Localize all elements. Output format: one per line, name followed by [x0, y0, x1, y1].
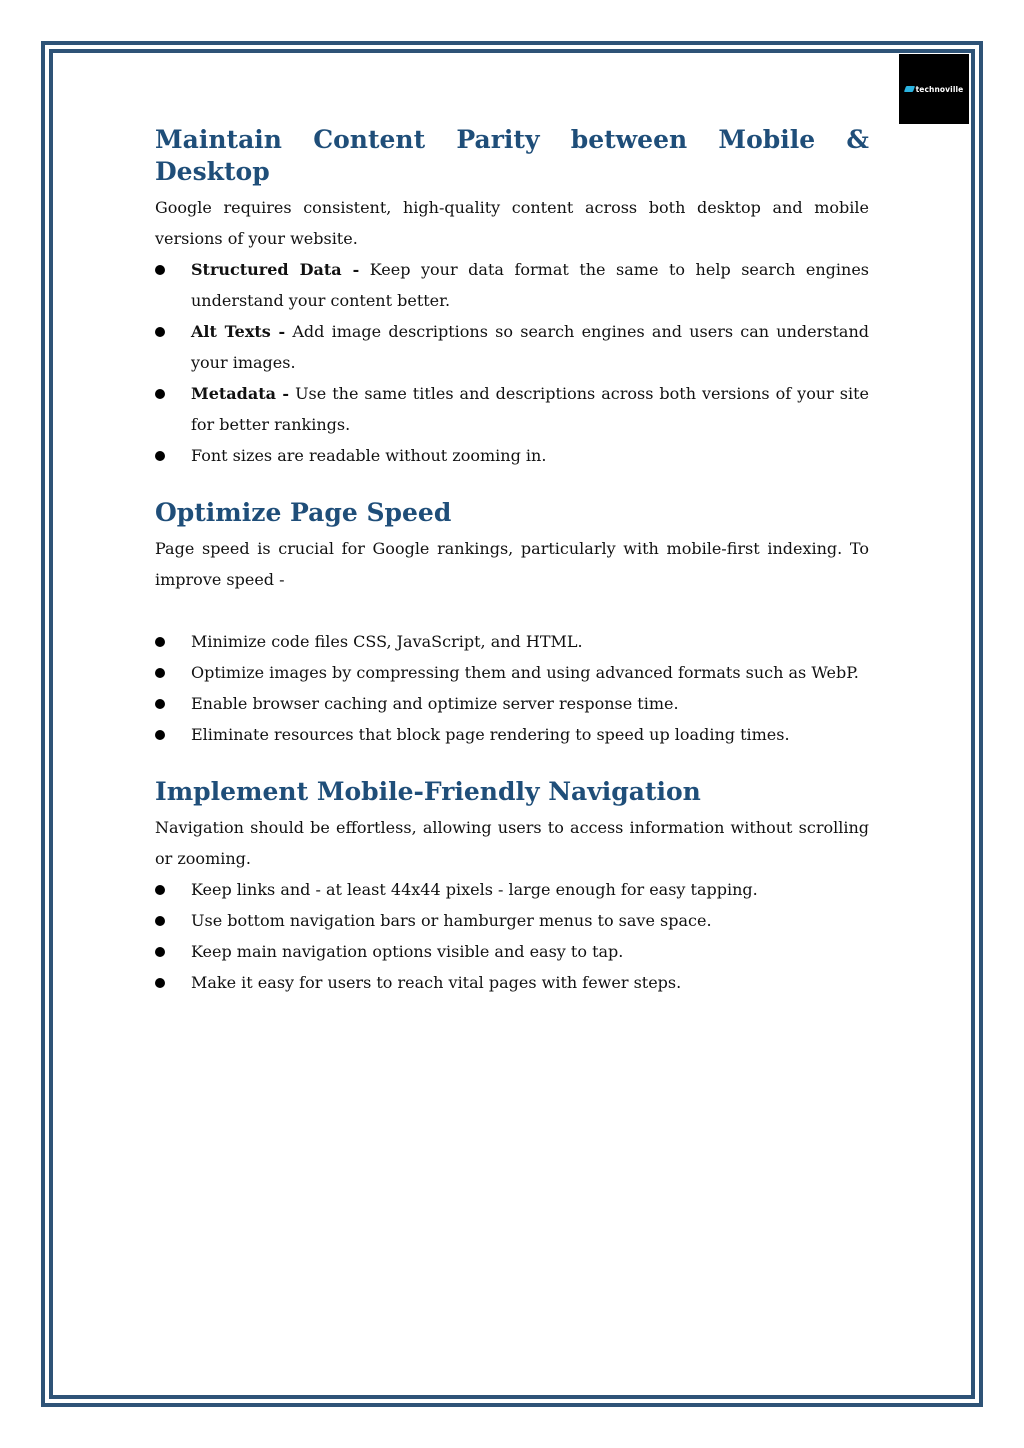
- document-body: [155, 124, 869, 998]
- bullet-icon: [155, 730, 165, 740]
- bullet-text: Keep your data format the same to help search engines understand your content better.: [191, 260, 869, 310]
- bullet-icon: [155, 265, 165, 275]
- bullet-text: Eliminate resources that block page rendering to speed up loading times.: [191, 725, 790, 744]
- list-item: [155, 316, 869, 378]
- list-item: [155, 254, 869, 316]
- list-item: [155, 378, 869, 440]
- bullet-text: Add image descriptions so search engines and users can understand your images.: [191, 322, 869, 372]
- bullet-icon: [155, 978, 165, 988]
- section-heading: Implement Mobile-Friendly Navigation: [155, 777, 701, 806]
- bullet-icon: [155, 327, 165, 337]
- bullet-icon: [155, 668, 165, 678]
- technoville-logo: [899, 54, 969, 124]
- bullet-list: [155, 626, 869, 750]
- section-page-speed: [155, 497, 869, 750]
- bullet-text: Keep links and - at least 44x44 pixels - large enough for easy tapping.: [191, 880, 758, 899]
- section-heading: Maintain Content Parity between Mobile & Desktop: [155, 125, 869, 186]
- section-mobile-navigation: [155, 776, 869, 998]
- section-heading: Optimize Page Speed: [155, 498, 452, 527]
- bullet-text: Keep main navigation options visible and easy to tap.: [191, 942, 624, 961]
- section-intro: Page speed is crucial for Google rankings, particularly with mobile-first indexing. To improve speed -: [155, 539, 869, 589]
- bullet-term: Alt Texts -: [191, 322, 286, 341]
- section-intro: Google requires consistent, high-quality content across both desktop and mobile versions of your website.: [155, 198, 869, 248]
- bullet-text: Optimize images by compressing them and using advanced formats such as WebP.: [191, 663, 859, 682]
- list-item: [155, 874, 869, 905]
- bullet-text: Use bottom navigation bars or hamburger menus to save space.: [191, 911, 712, 930]
- bullet-icon: [155, 451, 165, 461]
- bullet-term: Structured Data -: [191, 260, 360, 279]
- list-item: [155, 936, 869, 967]
- bullet-term: Metadata -: [191, 384, 290, 403]
- list-item: [155, 657, 869, 688]
- logo-text: technoville: [915, 84, 964, 94]
- list-item: [155, 688, 869, 719]
- bullet-text: Font sizes are readable without zooming in.: [191, 446, 547, 465]
- blank-line: [155, 595, 869, 626]
- list-item: [155, 626, 869, 657]
- bullet-icon: [155, 389, 165, 399]
- bullet-icon: [155, 947, 165, 957]
- bullet-icon: [155, 885, 165, 895]
- bullet-text: Make it easy for users to reach vital pages with fewer steps.: [191, 973, 682, 992]
- technoville-logo-mark-icon: [904, 86, 915, 92]
- bullet-text: Enable browser caching and optimize server response time.: [191, 694, 679, 713]
- bullet-icon: [155, 699, 165, 709]
- list-item: [155, 967, 869, 998]
- list-item: [155, 719, 869, 750]
- bullet-list: [155, 254, 869, 471]
- section-intro: Navigation should be effortless, allowing users to access information without scrolling or zooming.: [155, 818, 869, 868]
- bullet-text: Use the same titles and descriptions across both versions of your site for better rankings.: [191, 384, 869, 434]
- list-item: [155, 905, 869, 936]
- bullet-icon: [155, 916, 165, 926]
- section-content-parity: [155, 124, 869, 471]
- bullet-list: [155, 874, 869, 998]
- bullet-text: Minimize code files CSS, JavaScript, and HTML.: [191, 632, 583, 651]
- list-item: [155, 440, 869, 471]
- bullet-icon: [155, 637, 165, 647]
